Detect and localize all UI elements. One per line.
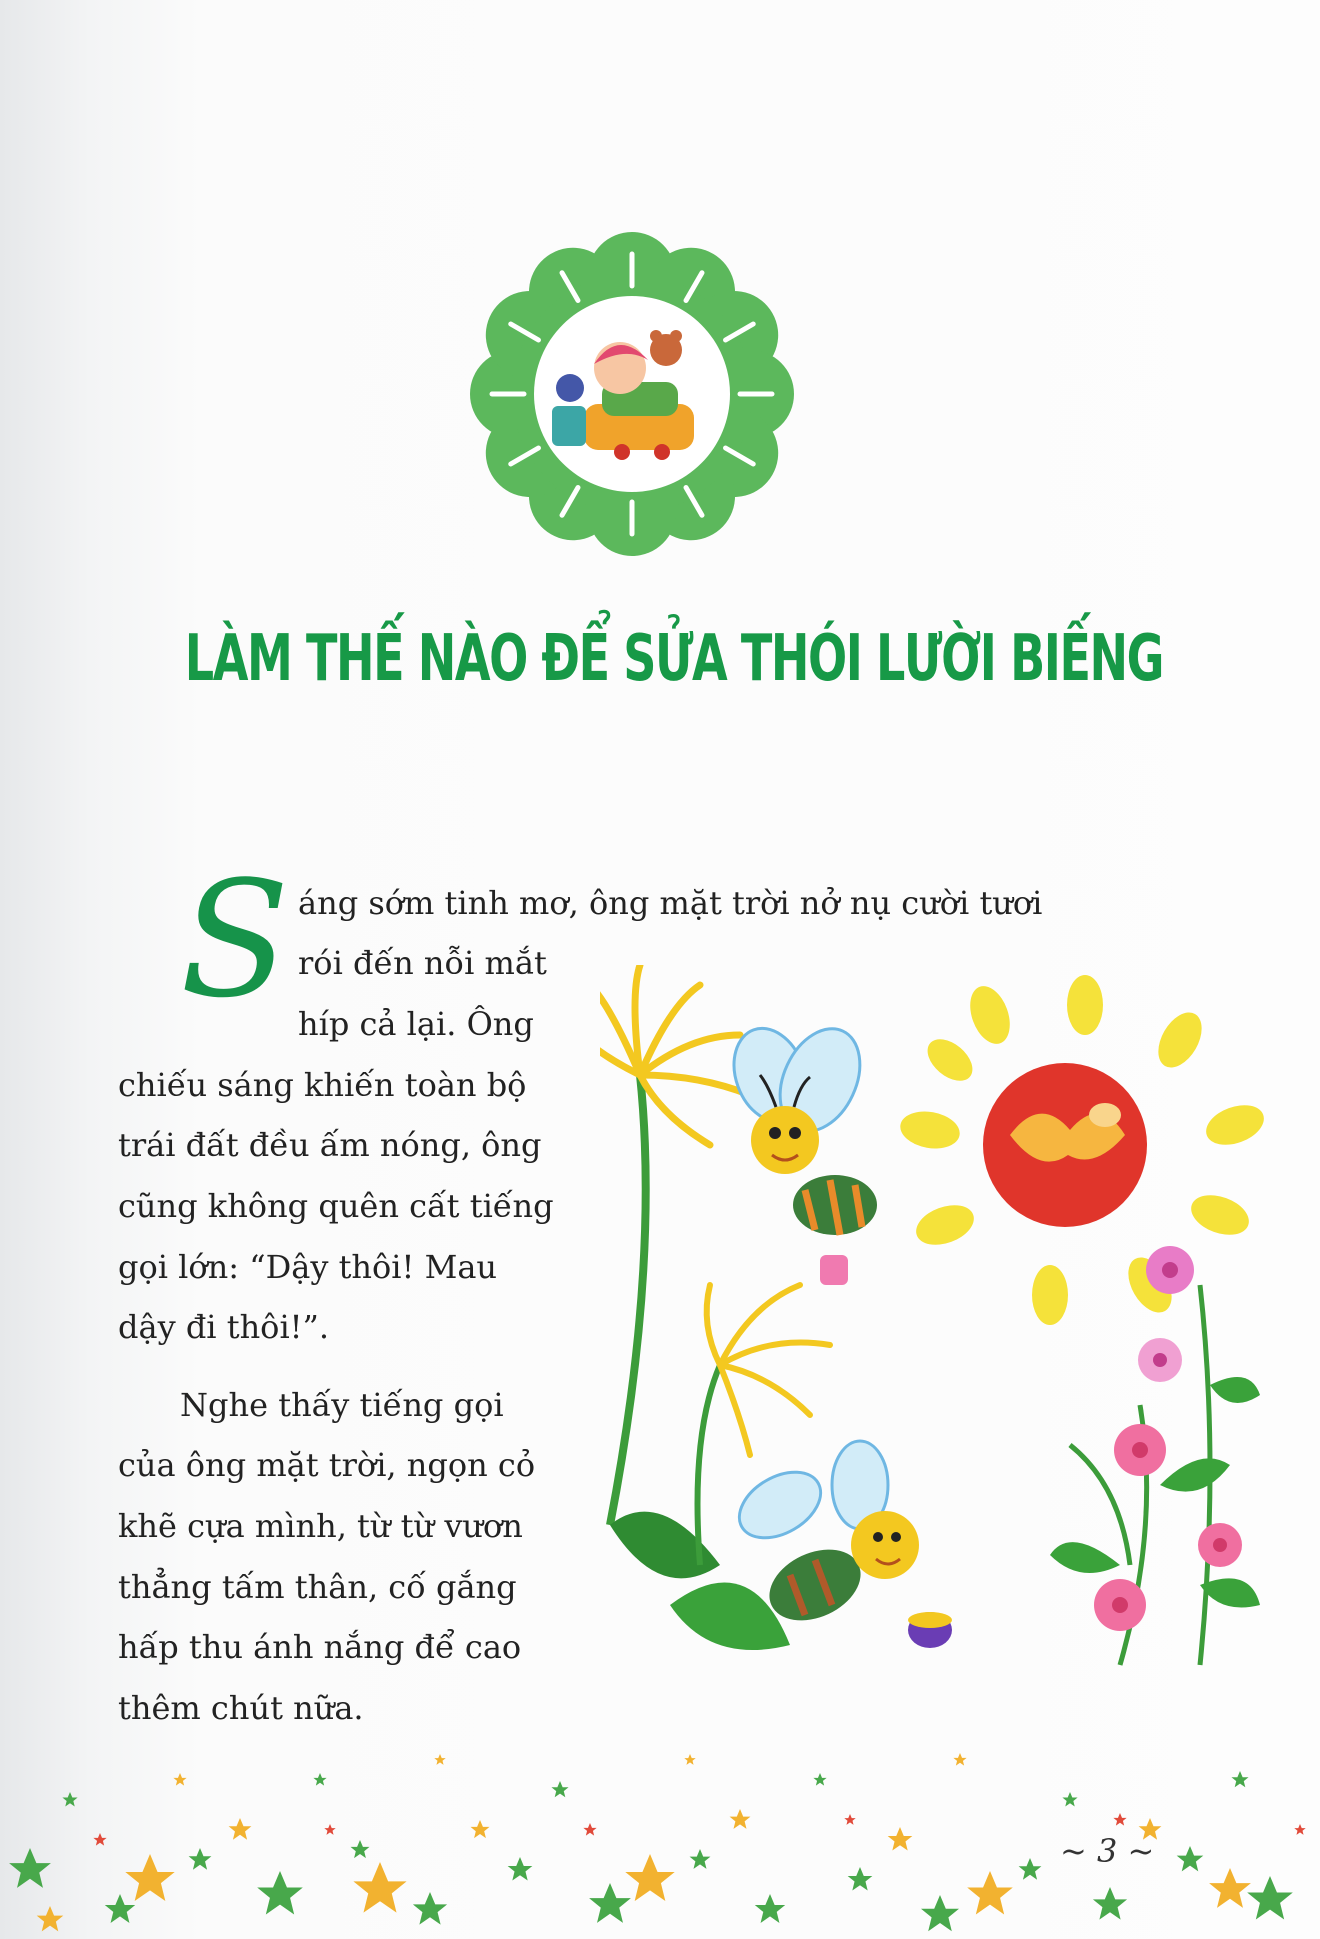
text-line: híp cả lại. Ông [298, 1005, 534, 1043]
text-line: khẽ cựa mình, từ từ vươn [118, 1507, 523, 1545]
text-line: chiếu sáng khiến toàn bộ [118, 1066, 527, 1104]
text-line: dậy đi thôi!”. [118, 1308, 330, 1346]
text-line: cũng không quên cất tiếng [118, 1187, 554, 1225]
text-line: trái đất đều ấm nóng, ông [118, 1126, 542, 1164]
page-title: LÀM THẾ NÀO ĐỂ SỬA THÓI LƯỜI BIẾNG [184, 622, 1164, 696]
flower-emblem-icon [470, 232, 794, 556]
text-line: rói đến nỗi mắt [298, 944, 547, 982]
text-line: Nghe thấy tiếng gọi [180, 1386, 504, 1424]
text-line: gọi lớn: “Dậy thôi! Mau [118, 1248, 498, 1286]
text-line: thẳng tấm thân, cố gắng [118, 1568, 517, 1606]
page-number: ~ 3 ~ [1060, 1832, 1155, 1870]
star-footer-decoration [0, 1720, 1320, 1939]
sun-bees-flowers-illustration-icon [600, 965, 1280, 1705]
text-line: của ông mặt trời, ngọn cỏ [118, 1446, 536, 1484]
text-line: áng sớm tinh mơ, ông mặt trời nở nụ cười tươi [298, 884, 1043, 922]
text-line: hấp thu ánh nắng để cao [118, 1628, 522, 1666]
text-line: thêm chút nữa. [118, 1689, 364, 1727]
drop-cap: S [180, 846, 290, 1033]
